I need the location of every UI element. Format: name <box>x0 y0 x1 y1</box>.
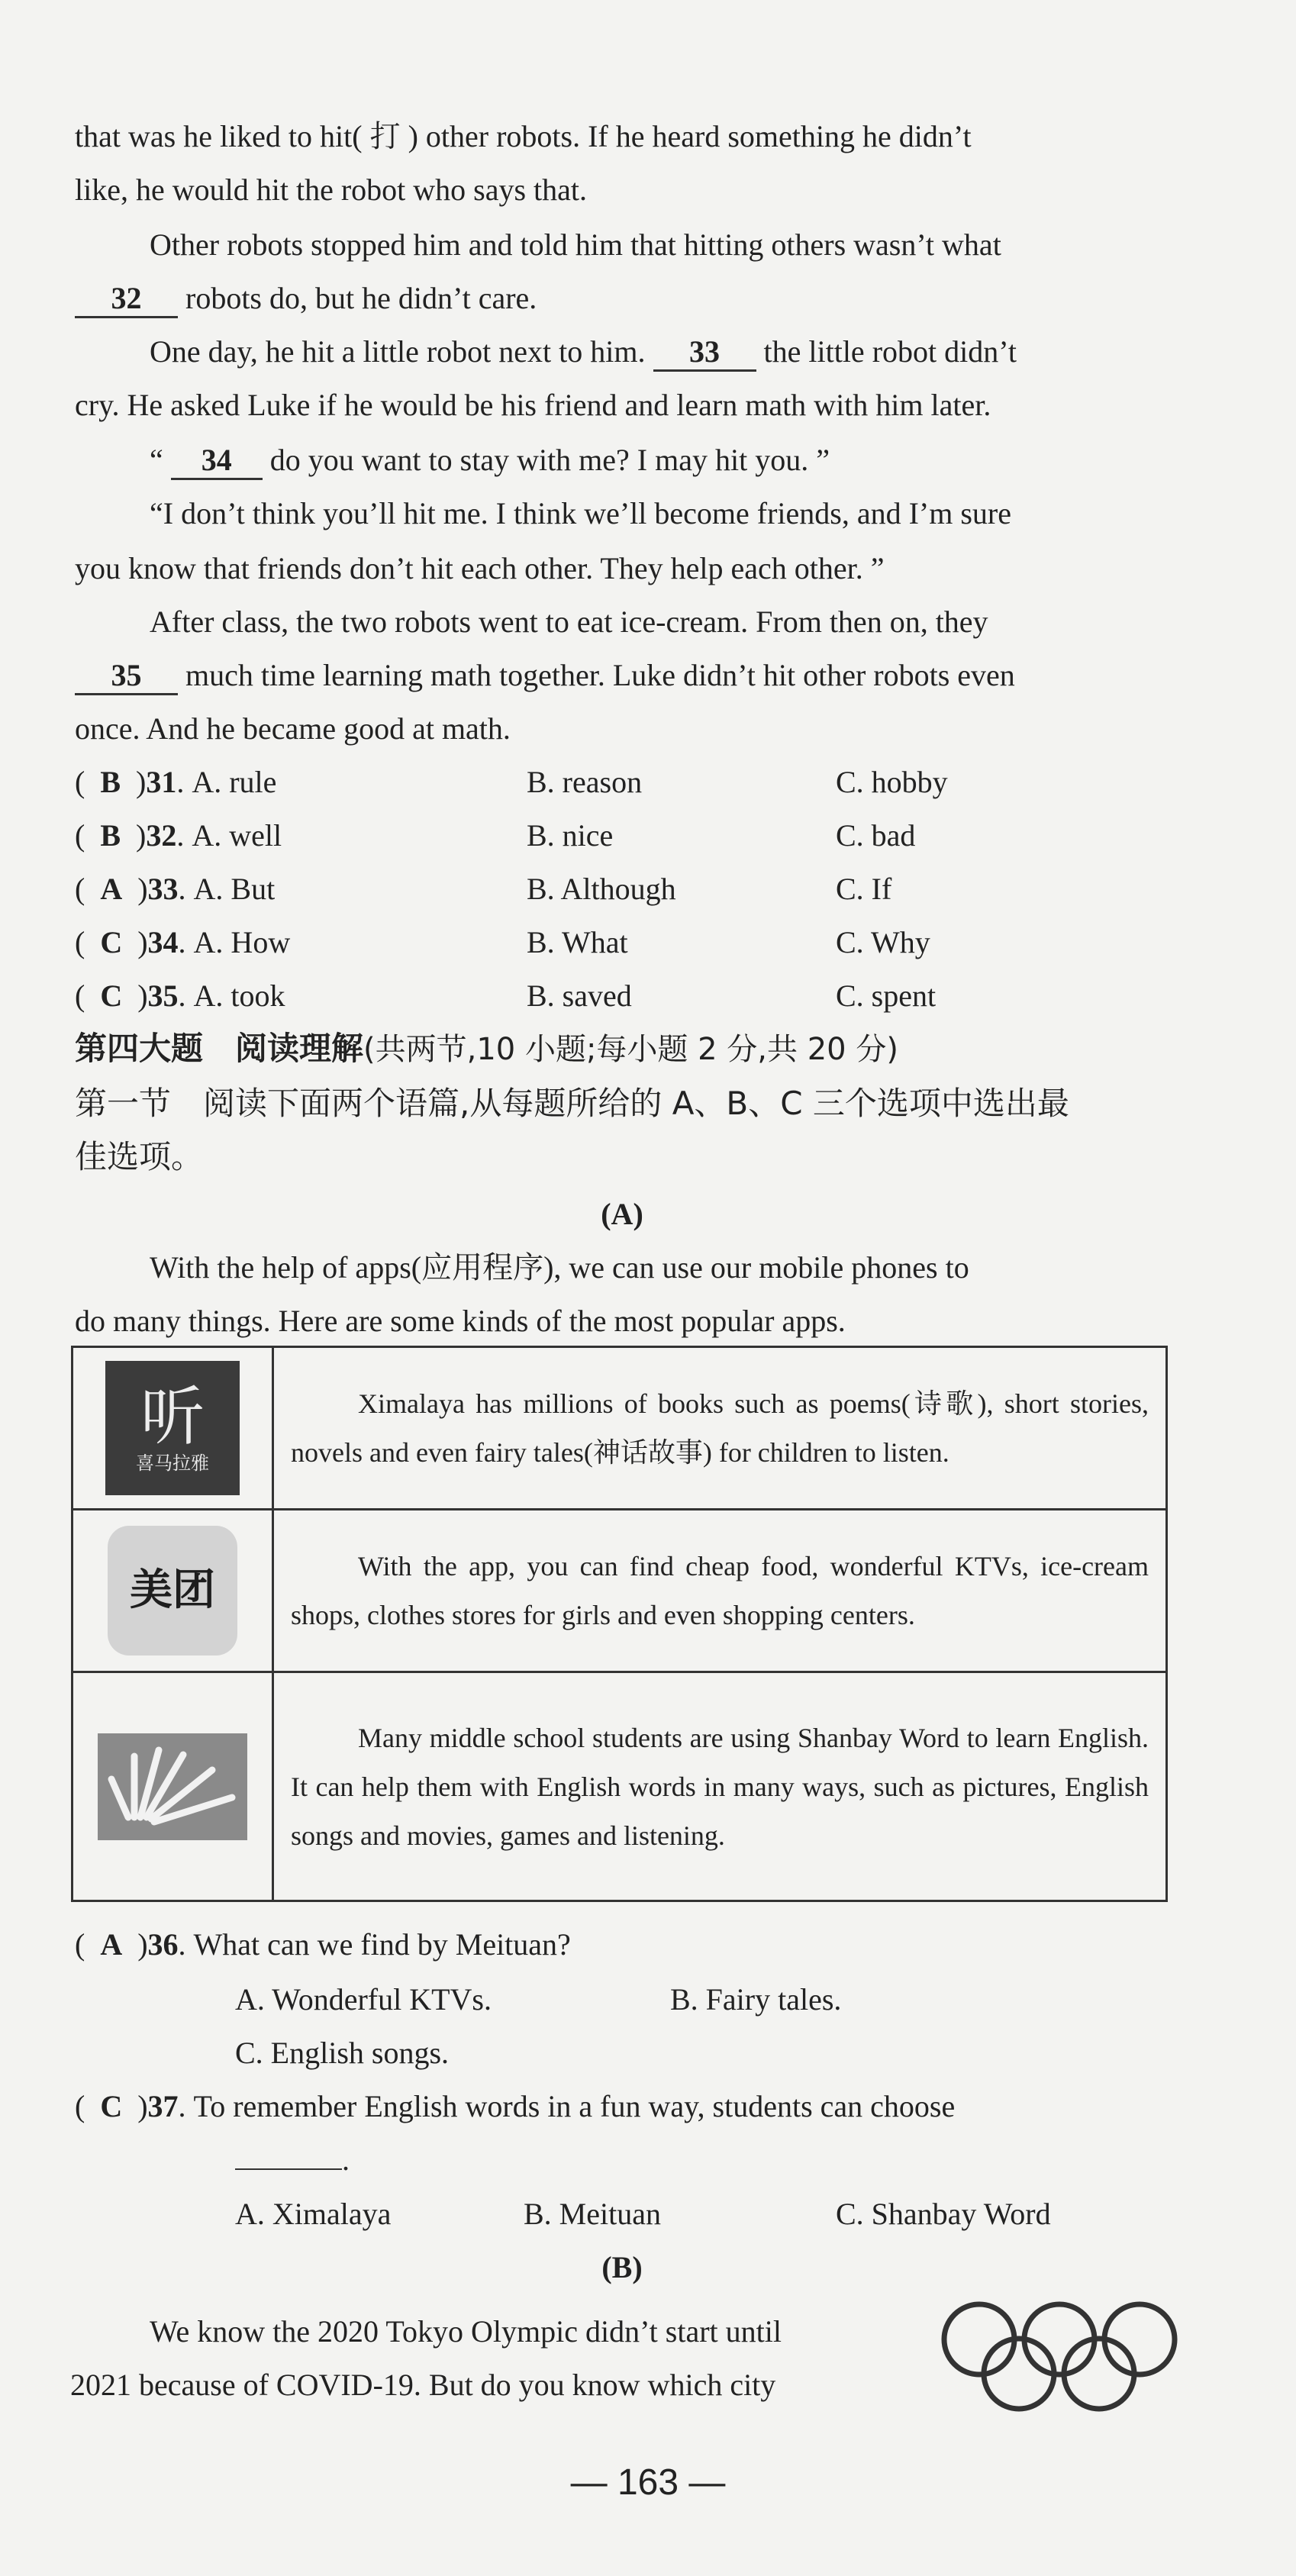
passage-line: cry. He asked Luke if he would be his friend and learn math with him later. <box>75 388 991 422</box>
passage-line: that was he liked to hit( 打 ) other robots. If he heard something he didn’t <box>75 119 972 153</box>
option-a: ( B )31. A. rule <box>75 765 277 799</box>
shanbay-logo <box>73 1733 272 1840</box>
option-b: B. Meituan <box>524 2197 661 2231</box>
option-a: ( C )34. A. How <box>75 925 291 959</box>
app-table <box>71 1346 1168 1902</box>
option-b: B. Although <box>527 872 676 906</box>
blank-35: 35 <box>75 658 178 695</box>
shanbay-logo-cell <box>73 1672 273 1901</box>
option-c: C. spent <box>836 978 937 1013</box>
option-a: ( B )32. A. well <box>75 818 282 853</box>
table-row <box>73 1510 1167 1672</box>
ximalaya-logo <box>73 1361 272 1495</box>
passage-line: like, he would hit the robot who says that. <box>75 172 588 207</box>
passage-line: do many things. Here are some kinds of the most popular apps. <box>75 1304 846 1338</box>
blank-33: 33 <box>653 334 756 372</box>
passage-line: “ 34 do you want to stay with me? I may hit you. ” <box>150 443 830 480</box>
ximalaya-logo-cell <box>73 1347 273 1510</box>
passage-line: After class, the two robots went to eat ice-cream. From then on, they <box>150 605 988 639</box>
passage-line: Other robots stopped him and told him that hitting others wasn’t what <box>150 227 1001 262</box>
page-number: — 163 — <box>570 2462 726 2503</box>
meituan-logo-icon: 美团 <box>108 1526 237 1656</box>
olympic-rings-image <box>937 2297 1182 2413</box>
passage-a-label: (A) <box>601 1197 643 1231</box>
passage-line: “I don’t think you’ll hit me. I think we’ll become friends, and I’m sure <box>150 496 1011 530</box>
app-description: Many middle school students are using Shanbay Word to learn English. It can help them with English words in many ways, such as pictures, English songs and movies, games and listening. <box>273 1672 1167 1901</box>
question-36: ( A )36. What can we find by Meituan? <box>75 1927 571 1962</box>
app-description: Ximalaya has millions of books such as poems(诗歌), short stories, novels and even fairy tales(神话故事) for children to listen. <box>273 1347 1167 1510</box>
blank-32: 32 <box>75 281 178 318</box>
option-c: C. If <box>836 872 892 906</box>
meituan-logo-cell <box>73 1510 273 1672</box>
passage-line: you know that friends don’t hit each other. They help each other. ” <box>75 551 885 585</box>
section-instruction: 第一节 阅读下面两个语篇,从每题所给的 A、B、C 三个选项中选出最 <box>75 1085 1069 1122</box>
app-description: With the app, you can find cheap food, wonderful KTVs, ice-cream shops, clothes stores for girls and even shopping centers. <box>273 1510 1167 1672</box>
option-c: C. bad <box>836 818 916 853</box>
passage-line: 2021 because of COVID-19. But do you know which city <box>70 2368 776 2402</box>
ximalaya-logo-icon: 听 喜马拉雅 <box>105 1361 240 1495</box>
table-row <box>73 1672 1167 1901</box>
answer-blank: . <box>235 2142 350 2178</box>
option-b: B. nice <box>527 818 614 853</box>
option-c: C. Why <box>836 925 930 959</box>
option-a: A. Ximalaya <box>235 2197 392 2231</box>
passage-line: 32 robots do, but he didn’t care. <box>75 281 537 318</box>
meituan-logo <box>73 1526 272 1656</box>
option-a: ( C )35. A. took <box>75 978 285 1013</box>
option-b: B. reason <box>527 765 643 799</box>
passage-line: With the help of apps(应用程序), we can use our mobile phones to <box>150 1250 969 1285</box>
option-b: B. saved <box>527 978 632 1013</box>
passage-b-label: (B) <box>601 2250 643 2284</box>
passage-line: 35 much time learning math together. Luke didn’t hit other robots even <box>75 658 1015 695</box>
shanbay-logo-icon <box>98 1733 247 1840</box>
option-b: B. Fairy tales. <box>670 1982 842 2017</box>
passage-line: We know the 2020 Tokyo Olympic didn’t start until <box>150 2314 782 2349</box>
option-c: C. English songs. <box>235 2036 450 2070</box>
option-c: C. hobby <box>836 765 948 799</box>
option-a: A. Wonderful KTVs. <box>235 1982 492 2017</box>
option-c: C. Shanbay Word <box>836 2197 1051 2231</box>
passage-line: once. And he became good at math. <box>75 711 511 746</box>
passage-line: One day, he hit a little robot next to him. 33 the little robot didn’t <box>150 334 1017 372</box>
table-row <box>73 1347 1167 1510</box>
option-a: ( A )33. A. But <box>75 872 276 906</box>
question-37: ( C )37. To remember English words in a fun way, students can choose <box>75 2089 956 2123</box>
blank-34: 34 <box>171 443 263 480</box>
section-instruction: 佳选项。 <box>75 1138 204 1175</box>
section-heading: 第四大题 阅读理解(共两节,10 小题;每小题 2 分,共 20 分) <box>75 1030 898 1067</box>
option-b: B. What <box>527 925 628 959</box>
